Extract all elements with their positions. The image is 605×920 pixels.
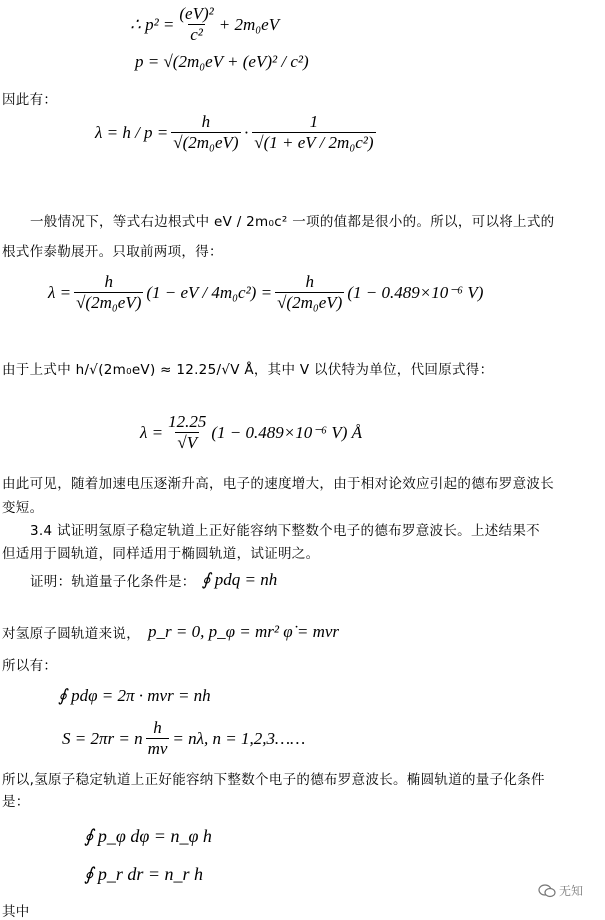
- equation-lambda-expanded: [48, 272, 483, 313]
- eq5-fraction: [166, 412, 208, 453]
- eq4-lhs: λ =: [48, 282, 72, 302]
- equation-p-squared: [130, 4, 279, 45]
- equation-lambda-numeric: [140, 412, 362, 453]
- text-line-3: 根式作泰勒展开。只取前两项，得：: [2, 244, 223, 260]
- eq9-denominator: mv: [147, 739, 168, 758]
- eq3-lhs: λ = h / p =: [95, 122, 169, 142]
- eq1-rest: + 2m₀eV: [218, 14, 280, 34]
- eq4-numerator-2: h: [305, 272, 314, 291]
- eq4-numerator: h: [104, 272, 113, 291]
- equation-elliptic-r: ∮ p_r dr = n_r h: [84, 864, 204, 884]
- eq4-fraction-2: [275, 272, 344, 313]
- eq1-fraction: [177, 4, 215, 45]
- text-line-1: 因此有：: [2, 92, 58, 108]
- text-line-5: 由此可见，随着加速电压逐渐升高，电子的速度增大，由于相对论效应引起的德布罗意波长: [2, 476, 554, 492]
- equation-elliptic-phi: ∮ p_φ dφ = n_φ h: [84, 826, 212, 846]
- text-line-12: 所以,氢原子稳定轨道上正好能容纳下整数个电子的德布罗意波长。椭圆轨道的量子化条件: [2, 772, 545, 788]
- text-line-6: 变短。: [2, 500, 44, 516]
- eq4-denominator: √(2m₀eV): [76, 293, 142, 312]
- equation-circumference: [62, 718, 305, 759]
- text-line-8: 但适用于圆轨道，同样适用于椭圆轨道，试证明之。: [2, 546, 320, 562]
- eq1-numerator: (eV)²: [179, 4, 214, 23]
- eq4-fraction: [74, 272, 143, 313]
- watermark-text: 无知: [559, 884, 584, 898]
- eq9-numerator: h: [153, 718, 162, 737]
- eq1-lhs: ∴ p² =: [130, 14, 175, 34]
- text-line-2: 一般情况下，等式右边根式中 eV / 2m₀c² 一项的值都是很小的。所以，可以将上式的: [30, 214, 555, 230]
- eq5-lhs: λ =: [140, 422, 164, 442]
- eq9-rest: = nλ, n = 1,2,3……: [172, 728, 306, 748]
- circular-orbit-row: [2, 622, 339, 642]
- text-line-7: 3.4 试证明氢原子稳定轨道上正好能容纳下整数个电子的德布罗意波长。上述结果不: [30, 523, 540, 539]
- equation-action: ∮ pdφ = 2π · mvr = nh: [58, 686, 211, 705]
- eq3-numerator-2: 1: [309, 112, 319, 131]
- equation-lambda-exact: λ = h / p = $\frac{h}{\text{√(2m₀eV)}}$ · $\frac{1}{\text{√(1 + eV / 2m₀c²)}}$: [95, 112, 374, 152]
- text-line-10: 对氢原子圆轨道来说，: [2, 626, 140, 642]
- text-line-13: 是：: [2, 794, 30, 810]
- eq9-lhs: S = 2πr = n: [62, 728, 143, 748]
- eq3-denominator-2: √(1 + eV / 2m₀c²): [254, 133, 374, 152]
- eq5-numerator: 12.25: [168, 412, 207, 431]
- eq4-denominator-2: √(2m₀eV): [277, 293, 343, 312]
- eq3-denominator-1: √(2m₀eV): [173, 133, 239, 152]
- proof-condition-row: [30, 570, 277, 590]
- eq5-rest: (1 − 0.489×10⁻⁶ V) Å: [211, 422, 363, 442]
- equation-momenta: p_r = 0, p_φ = mr² φ̇ = mvr: [148, 622, 340, 641]
- chat-bubble-icon: [538, 884, 556, 898]
- text-line-9: 证明：轨道量子化条件是：: [30, 574, 196, 590]
- eq4-middle: (1 − eV / 4m₀c²) =: [146, 282, 273, 302]
- eq1-denominator: c²: [190, 25, 203, 44]
- text-line-11: 所以有：: [2, 658, 58, 674]
- eq3-fraction-1: [171, 112, 240, 153]
- text-line-4: 由于上式中 h/√(2m₀eV) ≈ 12.25/√V Å，其中 V 以伏特为单位，代回原式得：: [2, 362, 494, 378]
- eq4-rest: (1 − 0.489×10⁻⁶ V): [347, 282, 484, 302]
- equation-p: p = √(2m₀eV + (eV)² / c²): [135, 52, 309, 71]
- eq3-numerator-1: h: [201, 112, 211, 131]
- equation-quantization: ∮ pdq = nh: [201, 570, 278, 589]
- eq9-fraction: [146, 718, 170, 759]
- eq5-denominator: √V: [177, 433, 198, 452]
- text-line-14: 其中: [2, 904, 30, 920]
- watermark: [538, 882, 583, 899]
- eq3-fraction-2: [252, 112, 375, 153]
